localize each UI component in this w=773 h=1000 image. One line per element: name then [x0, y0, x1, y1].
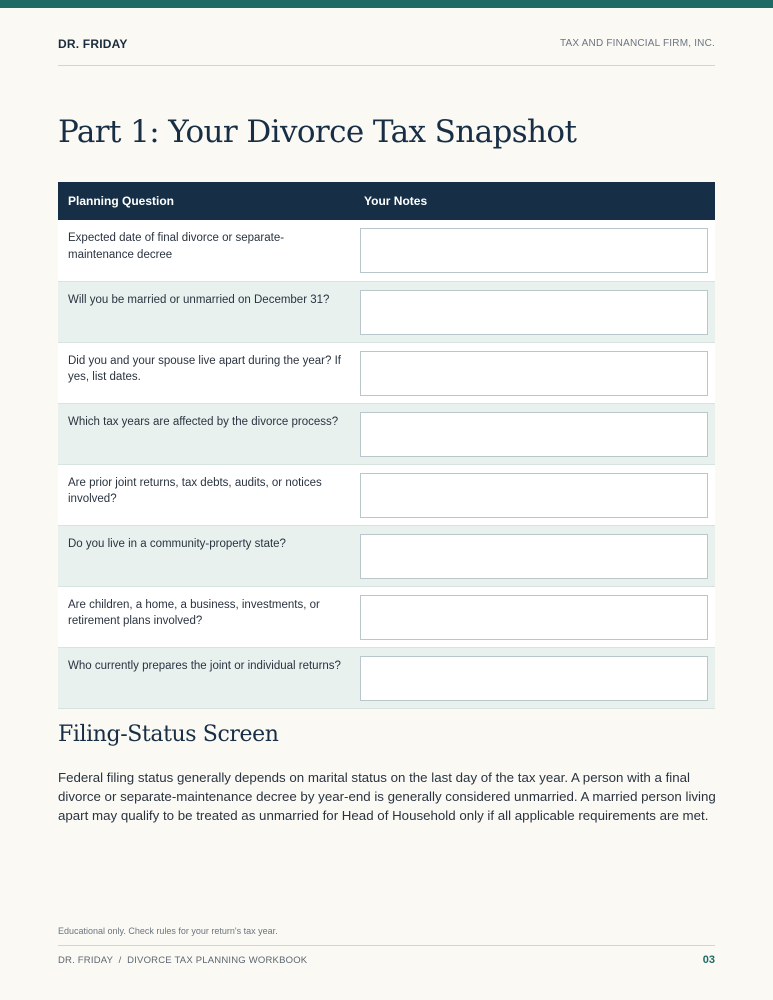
table-row — [58, 281, 715, 342]
section-heading: Filing-Status Screen — [58, 722, 279, 747]
question-cell: Will you be married or unmarried on December 31? — [68, 293, 330, 306]
notes-input[interactable] — [360, 228, 708, 273]
table-row — [58, 403, 715, 464]
question-cell: Expected date of final divorce or separate-maintenance decree — [68, 232, 285, 261]
notes-cell — [354, 586, 715, 647]
question-cell: Who currently prepares the joint or individual returns? — [68, 659, 341, 672]
notes-cell — [354, 403, 715, 464]
page-title: Part 1: Your Divorce Tax Snapshot — [58, 114, 577, 150]
question-cell: Which tax years are affected by the divorce process? — [68, 415, 339, 428]
page-footer — [58, 945, 715, 972]
footer-title: DR. FRIDAY / DIVORCE TAX PLANNING WORKBOOK — [58, 955, 308, 966]
notes-input[interactable] — [360, 473, 708, 518]
disclaimer: Educational only. Check rules for your return's tax year. — [58, 926, 278, 936]
table-row — [58, 647, 715, 708]
page-number: 03 — [702, 954, 715, 966]
top-accent-bar — [0, 0, 773, 8]
table-row — [58, 586, 715, 647]
notes-input[interactable] — [360, 534, 708, 579]
notes-cell — [354, 464, 715, 525]
firm-name: TAX AND FINANCIAL FIRM, INC. — [559, 38, 715, 49]
table-row — [58, 464, 715, 525]
table-row — [58, 342, 715, 403]
page-header — [58, 37, 715, 66]
notes-cell — [354, 281, 715, 342]
notes-cell — [354, 647, 715, 708]
notes-input[interactable] — [360, 412, 708, 457]
notes-cell — [354, 525, 715, 586]
table-header-row — [58, 182, 715, 220]
notes-input[interactable] — [360, 595, 708, 640]
notes-input[interactable] — [360, 656, 708, 701]
table-row — [58, 525, 715, 586]
brand-name: DR. FRIDAY — [58, 37, 128, 51]
notes-cell — [354, 220, 715, 281]
notes-cell — [354, 342, 715, 403]
question-cell: Do you live in a community-property state? — [68, 537, 286, 550]
section-body: Federal filing status generally depends on marital status on the last day of the tax year. A person with a final divorce or separate-maintenance decree by year-end is generally considered unmarried. A married person living apart may qualify to be treated as unmarried for Head of Household only if all applicable requirements are met. — [58, 770, 716, 823]
snapshot-table — [58, 182, 715, 709]
column-header-notes: Your Notes — [354, 182, 715, 220]
notes-input[interactable] — [360, 290, 708, 335]
question-cell: Are prior joint returns, tax debts, audits, or notices involved? — [68, 476, 322, 505]
column-header-question: Planning Question — [58, 182, 354, 220]
table-row — [58, 220, 715, 281]
notes-input[interactable] — [360, 351, 708, 396]
question-cell: Are children, a home, a business, investments, or retirement plans involved? — [68, 598, 320, 627]
question-cell: Did you and your spouse live apart during the year? If yes, list dates. — [68, 354, 341, 383]
